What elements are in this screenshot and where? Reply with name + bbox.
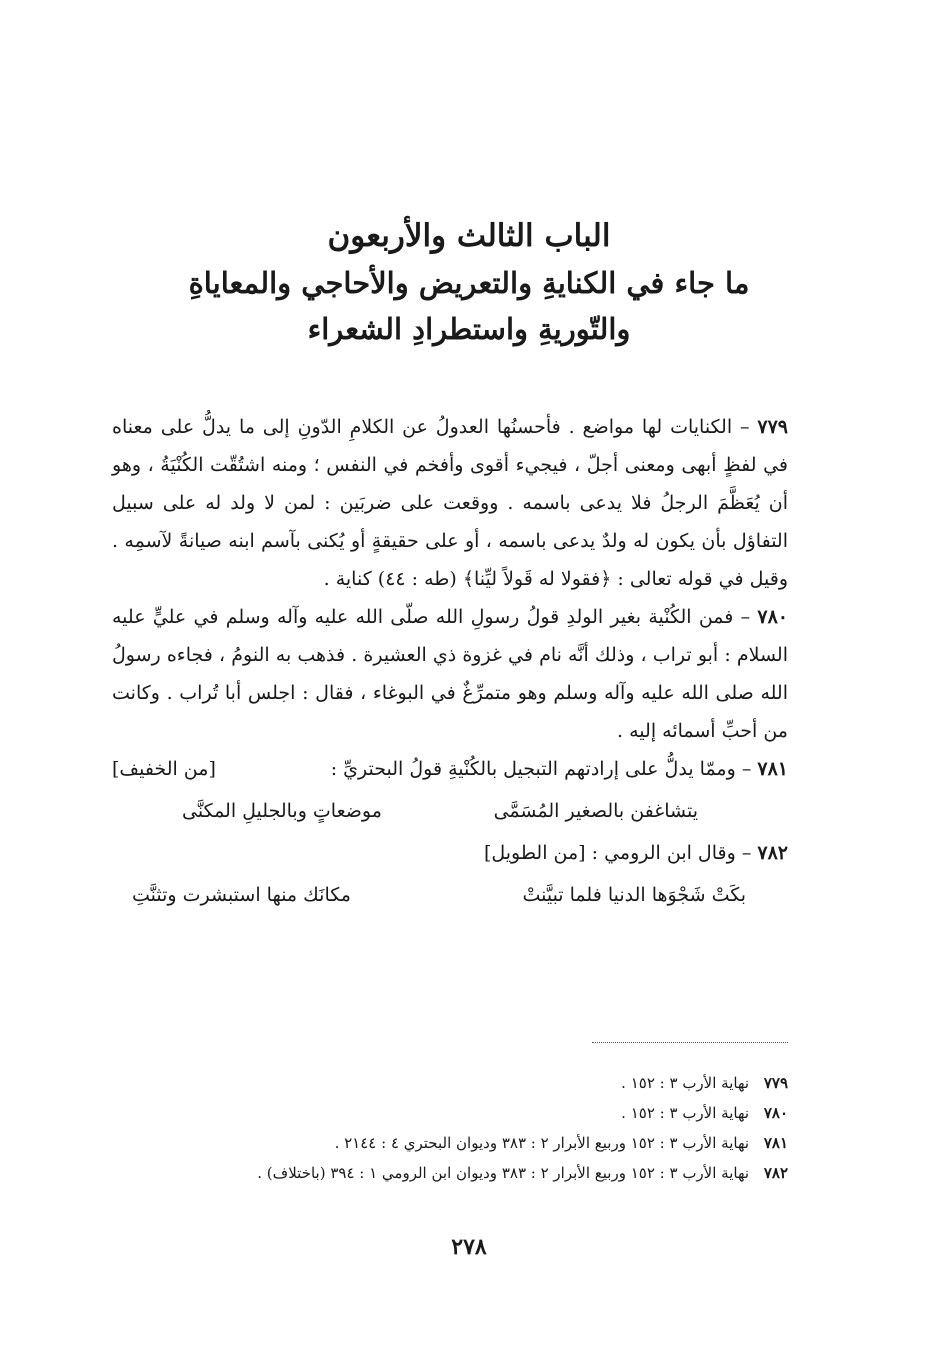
verse-first-hemistich: بكَتْ شَجْوَها الدنيا فلما تبيَّنتْ <box>522 884 746 906</box>
main-text <box>112 408 788 914</box>
footnote-text: نهاية الأرب ٣ : ١٥٢ وربيع الأبرار ٢ : ٣٨٣ وديوان ابن الرومي ١ : ٣٩٤ (باختلاف) . <box>257 1164 750 1182</box>
entry-number: ٧٧٩ <box>757 416 788 438</box>
footnote-number: ٧٨٠ <box>763 1104 788 1122</box>
footnote <box>120 1068 788 1098</box>
entry-779 <box>112 408 788 598</box>
verse-782 <box>112 872 788 914</box>
entry-number: ٧٨١ <box>757 758 788 780</box>
verse-second-hemistich: موضعاتٍ وبالجليلِ المكنَّى <box>182 800 382 822</box>
footnote-text: نهاية الأرب ٣ : ١٥٢ . <box>621 1104 750 1122</box>
entry-782 <box>112 834 788 872</box>
footnote-text: نهاية الأرب ٣ : ١٥٢ . <box>621 1074 750 1092</box>
entry-781 <box>112 750 788 788</box>
chapter-subtitle-line-2: والتّوريةِ واستطرادِ الشعراء <box>307 312 631 346</box>
footnote <box>120 1098 788 1128</box>
footnote-number: ٧٨١ <box>763 1134 788 1152</box>
chapter-heading-block <box>120 212 818 352</box>
entry-text: – الكنايات لها مواضع . فأحسنُها العدولُ عن الكلامِ الدّونِ إلى ما يدلُّ على معناه في لفظٍ أبهى ومعنى أجلّ ، فيجيء أقوى وأفخم في النفس ؛ ومنه اشتُقّت الكُنْيَةُ ، وهو أن يُعَظَّمَ الرجلُ فلا يدعى باسمه . ووقعت على ضربَين : لمن لا ولد له على سبيل التفاؤل بأن يكون له ولدٌ يدعى باسمه ، أو على حقيقةٍ أو يُكنى بآسم ابنه صيانةً لآسمِه . وقيل في قوله تعالى : ﴿فقولا له قَولاً ليِّنا﴾ (طه : ٤٤) كناية . <box>112 416 788 590</box>
entry-text: – فمن الكُنْية بغير الولدِ قولُ رسولِ الله صلّى الله عليه وآله وسلم في عليٍّ عليه السلام : أبو تراب ، وذلك أنَّه نام في غزوة ذي العشيرة . فذهب به النومُ ، فجاءه رسولُ الله صلى الله عليه وآله وسلم وهو متمرِّغٌ في البوغاء ، فقال : اجلس أبا تُراب . وكانت من أحبِّ أسمائه إليه . <box>112 606 788 742</box>
footnotes <box>120 1068 788 1188</box>
footnote-number: ٧٨٢ <box>763 1164 788 1182</box>
poetic-meter: [من الطويل] <box>483 842 586 864</box>
footnote-text: نهاية الأرب ٣ : ١٥٢ وربيع الأبرار ٢ : ٣٨٣ وديوان البحتري ٤ : ٢١٤٤ . <box>334 1134 750 1152</box>
chapter-title: الباب الثالث والأربعون <box>327 218 611 254</box>
footnote-number: ٧٧٩ <box>763 1074 788 1092</box>
entry-number: ٧٨٠ <box>757 606 788 628</box>
entry-number: ٧٨٢ <box>757 842 788 864</box>
poetic-meter: [من الخفيف] <box>112 758 216 780</box>
verse-second-hemistich: مكانَك منها استبشرت وتثنَّتِ <box>132 884 351 906</box>
entry-text: – وقال ابن الرومي : <box>591 842 752 864</box>
entry-text: – وممّا يدلُّ على إرادتهم التبجيل بالكُنْيةِ قولُ البحتريِّ : <box>330 758 752 780</box>
entry-780 <box>112 598 788 750</box>
verse-781 <box>112 788 788 834</box>
verse-first-hemistich: يتشاغفن بالصغير المُسَمَّى <box>493 800 698 822</box>
footnote-separator <box>592 1042 788 1043</box>
footnote <box>120 1128 788 1158</box>
page-number: ٢٧٨ <box>451 1234 487 1260</box>
chapter-subtitle-line-1: ما جاء في الكنايةِ والتعريض والأحاجي والمعاياةِ <box>188 266 750 300</box>
footnote <box>120 1158 788 1188</box>
